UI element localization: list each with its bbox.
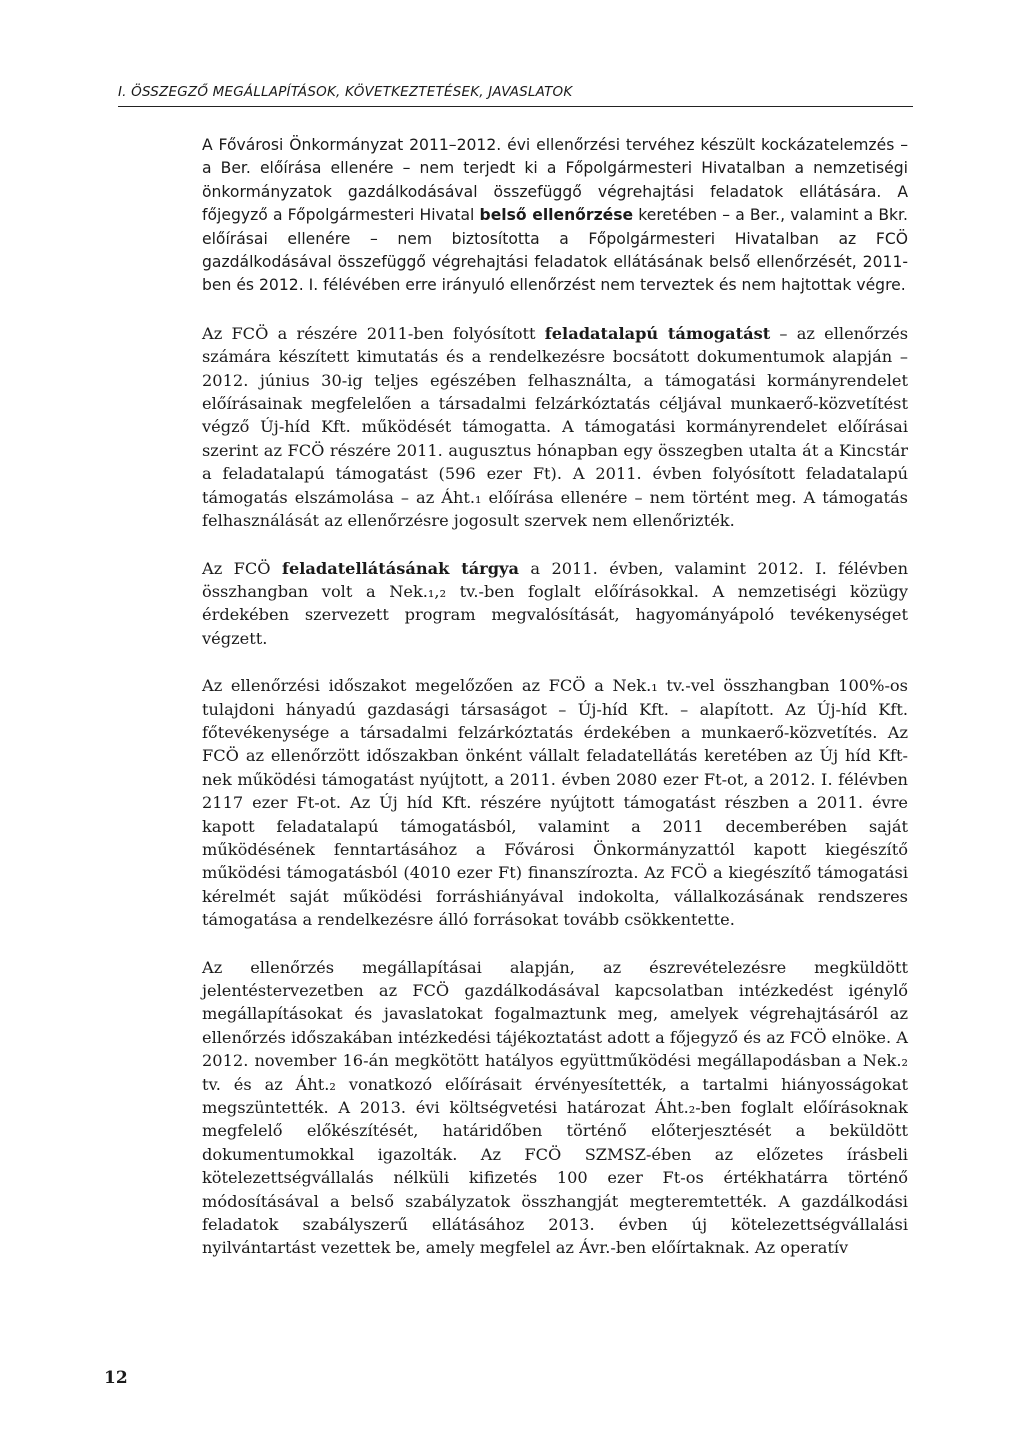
paragraph-text: Az FCÖ — [202, 558, 282, 578]
page-body — [202, 134, 908, 1284]
emphasis-task-subject: feladatellátásának tárgya — [281, 558, 519, 578]
emphasis-task-based-support: feladatalapú támogatást — [544, 323, 771, 343]
paragraph-task-based-support — [202, 322, 908, 533]
paragraph-text: Az FCÖ a részére 2011-ben folyósított — [202, 323, 545, 343]
paragraph-risk-assessment — [202, 134, 908, 298]
paragraph-text: A Fővárosi Önkormányzat 2011–2012. évi ellenőrzési tervéhez készült kockázatelemzés – a Ber. előírása ellenére – nem terjedt ki a Főpolgármesteri Hivatalban a nemzetiségi önkormányzatok gazdálkodásával összefüggő végrehajtási feladatok ellátására. A főjegyző a Főpolgármesteri Hivatal — [202, 136, 908, 225]
paragraph-text: a 2011. évben, valamint 2012. I. félévben összhangban volt a Nek.₁,₂ tv.-ben foglalt előírásokkal. A nemzetiségi közügy érdekében szervezett program megvalósítását, hagyományápoló tevékenységet végzett. — [202, 558, 909, 648]
paragraph-company: Az ellenőrzési időszakot megelőzően az FCÖ a Nek.₁ tv.-vel összhangban 100%-os tulajdoni hányadú gazdasági társaságot – Új-híd Kft. – alapított. Az Új-híd Kft. főtevékenysége a társadalmi felzárkóztatás érdekében a munkaerő-közvetítés. Az FCÖ az ellenőrzött időszakban önként vállalt feladatellátás keretében az Új híd Kft-nek működési támogatást nyújtott, a 2011. évben 2080 ezer Ft-ot, a 2012. I. félévben 2117 ezer Ft-ot. Az Új híd Kft. részére nyújtott támogatást részben a 2011. évre kapott feladatalapú támogatásból, valamint a 2011 decemberében saját működésének fenntartásához a Fővárosi Önkormányzattól kapott kiegészítő működési támogatásból (4010 ezer Ft) finanszírozta. Az FCÖ a kiegészítő támogatási kérelmét saját működési forráshiányával indokolta, vállalkozásának rendszeres támogatása a rendelkezésre álló forrásokat tovább csökkentette. — [202, 676, 908, 930]
emphasis-internal-audit: belső ellenőrzése — [479, 206, 634, 225]
paragraph-task-subject — [202, 557, 908, 651]
paragraph-text: – az ellenőrzés számára készített kimutatás és a rendelkezésre bocsátott dokumentumok alapján – 2012. június 30-ig teljes egészében felhasználta, a támogatási kormányrendelet előírásainak megfelelően a társadalmi felzárkóztatás céljával munkaerő-közvetítést végző Új-híd Kft. működését támogatta. A támogatási kormányrendelet előírásai szerint az FCÖ részére 2011. augusztus hónapban egy összegben utalta át a Kincstár a feladatalapú támogatást (596 ezer Ft). A 2011. évben folyósított feladatalapú támogatás elszámolása – az Áht.₁ előírása ellenére – nem történt meg. A támogatás felhasználását az ellenőrzésre jogosult szervek nem ellenőrizték. — [202, 323, 908, 531]
paragraph-findings: Az ellenőrzés megállapításai alapján, az észrevételezésre megküldött jelentéstervezetben az FCÖ gazdálkodásával kapcsolatban intézkedést igénylő megállapításokat és javaslatokat fogalmaztunk meg, amelyek végrehajtásáról az ellenőrzés időszakában intézkedési tájékoztatást adott a főjegyző és az FCÖ elnöke. A 2012. november 16-án megkötött hatályos együttműködési megállapodásban a Nek.₂ tv. és az Áht.₂ vonatkozó előírásait érvényesítették, a tartalmi hiányosságokat megszüntették. A 2013. évi költségvetési határozat Áht.₂-ben foglalt előírásoknak megfelelő előkészítését, határidőben történő előterjesztését a beküldött dokumentumokkal igazolták. Az FCÖ SZMSZ-ében az előzetes írásbeli kötelezettségvállalás nélküli kifizetés 100 ezer Ft-os értékhatárra történő módosításával a belső szabályzatok összhangját megteremtették. A gazdálkodási feladatok szabályszerű ellátásához 2013. évben új kötelezettségvállalási nyilvántartást vezettek be, amely megfelel az Ávr.-ben előírtaknak. Az operatív — [202, 957, 908, 1258]
page-number: 12 — [104, 1368, 128, 1388]
paragraph-text: keretében – a Ber., valamint a Bkr. előírásai ellenére – nem biztosította a Főpolgármesteri Hivatalban az FCÖ gazdálkodásával összefüggő végrehajtási feladatok ellátásának belső ellenőrzését, 2011-ben és 2012. I. félévében erre irányuló ellenőrzést nem terveztek és nem hajtottak végre. — [202, 206, 908, 295]
running-header: I. ÖSSZEGZŐ MEGÁLLAPÍTÁSOK, KÖVETKEZTETÉSEK, JAVASLATOK — [118, 84, 913, 107]
